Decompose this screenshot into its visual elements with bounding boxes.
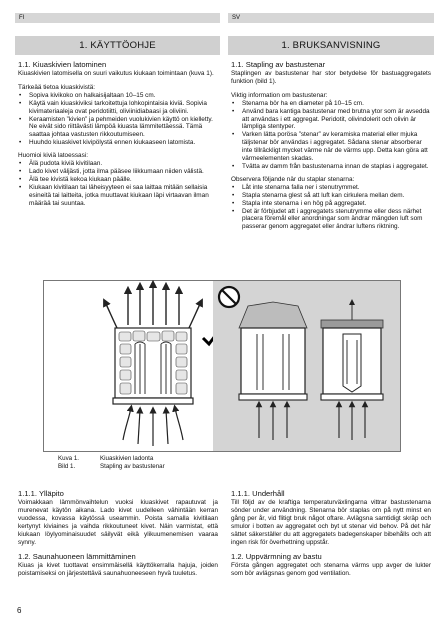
list-item: • Tvätta av damm från bastustenarna innan de staplas i aggregatet.	[231, 163, 431, 171]
list-item: • Stapla stenarna glest så att luft kan cirkulera mellan dem.	[231, 192, 431, 200]
list-item: • Keraamisten ”kivien” ja pehmeiden vuolukivien käyttö on kielletty. Ne eivät sido riittävästi lämpöä kiuasta lämmitettäessä. Tämä saattaa johtaa vastusten rikkoutumiseen.	[18, 116, 218, 140]
sv-heading-maintenance: 1.1.1. Underhåll	[231, 489, 285, 498]
sv-important-title: Viktig information om bastustenar:	[231, 91, 328, 99]
caption-text: Kiuaskivien ladonta	[100, 455, 154, 462]
list-item: • Stapla inte stenarna i en hög på aggregatet.	[231, 200, 431, 208]
fi-heading-maintenance: 1.1.1. Ylläpito	[18, 489, 64, 498]
list-item: • Stenarna bör ha en diameter på 10–15 cm.	[231, 100, 431, 108]
fi-heading-stone-stacking: 1.1. Kiuaskivien latominen	[18, 60, 107, 69]
fi-column-upper	[18, 60, 218, 213]
list-item: • Älä pudota kiviä kivitilaan.	[18, 160, 218, 168]
sv-maintenance-paragraph: Till följd av de kraftiga temperaturväxlingarna vittrar bastustenarna sönder under användning. Stenarna bör staplas om på nytt minst en gång per år, vid flitigt bruk något oftare. Avlägsna samtidigt skräp och smulor i botten av aggregatet och byt ut stenar vid behov. På det här sättet säkerställer du att aggregatets badegenskaper bibehålls och att ingen risk för överhettning uppstår.	[231, 499, 431, 546]
figure-caption	[58, 455, 165, 470]
sv-heating-paragraph: Första gången aggregatet och stenarna värms upp avger de lukter som bör avlägsnas genom god ventilation.	[231, 562, 431, 578]
fi-note-list	[18, 160, 218, 207]
sv-column-lower	[231, 489, 431, 584]
list-item: • Lado kivet väljästi, jotta ilma pääsee liikkumaan niiden välistä.	[18, 168, 218, 176]
caption-key: Bild 1.	[58, 462, 76, 470]
incorrect-stacking-drawing	[213, 281, 400, 451]
list-item: • Sopiva kivikoko on halkaisijaltaan 10–15 cm.	[18, 92, 218, 100]
sv-note-list	[231, 184, 431, 231]
fi-note-title: Huomioi kiviä latoessasi:	[18, 152, 88, 160]
sv-heading-heating: 1.2. Uppvärmning av bastu	[231, 552, 322, 562]
list-item: • Låt inte stenarna falla ner i stenutrymmet.	[231, 184, 431, 192]
correct-stacking-drawing	[105, 284, 221, 446]
page-number: 6	[17, 606, 22, 615]
caption-row	[58, 463, 165, 471]
fi-intro-paragraph: Kiuaskivien latomisella on suuri vaikutus kiukaan toimintaan (kuva 1).	[18, 70, 214, 77]
sv-important-list	[231, 100, 431, 171]
sv-column-upper	[231, 60, 431, 236]
prohibited-sign-icon	[219, 287, 239, 307]
list-item: • Kiukaan kivitilaan tai läheisyyteen ei saa laittaa mitään sellaisia esineitä tai laitteita, jotka muuttavat kiukaan läpi virtaavan ilman määrää tai suuntaa.	[18, 184, 218, 208]
caption-text: Stapling av bastustenar	[100, 462, 165, 470]
fi-important-title: Tärkeää tietoa kiuaskivistä:	[18, 83, 96, 91]
list-item: • Använd bara kantiga bastustenar med brutna ytor som är avsedda att användas i ett aggregat. Peridotit, olivindolerit och olivin är lämpliga stentyper.	[231, 108, 431, 132]
caption-row	[58, 455, 165, 463]
fi-maintenance-paragraph: Voimakkaan lämmönvaihtelun vuoksi kiuaskivet rapautuvat ja murenevat käytön aikana. Lado kivet uudelleen vähintään kerran vuodessa, kovassa käytössä useammin. Poista samalla kivitilaan kertynyt kiviaines ja vaihda rikkoutuneet kivet. Näin varmistat, että kiukaan löylyominaisuudet säilyvät eikä ylikuumenemisen vaaraa synny.	[18, 499, 218, 546]
list-item: • Käytä vain kiuaskiviksi tarkoitettuja lohkopintaisia kiviä. Sopivia kivimateriaaleja ovat peridotiitti, oliviinidiabaasi ja oliviini.	[18, 100, 218, 116]
sv-intro-paragraph: Staplingen av bastustenar har stor betydelse för bastuaggregatets funktion (bild 1).	[231, 70, 431, 85]
fi-heading-heating: 1.2. Saunahuoneen lämmittäminen	[18, 552, 136, 562]
fi-heating-paragraph: Kiuas ja kivet tuottavat ensimmäisellä käyttökerralla hajuja, joiden poistamiseksi on järjestettävä saunahuoneeseen hyvä tuuletus.	[18, 562, 218, 578]
stone-stacking-figure	[43, 280, 401, 452]
caption-key: Kuva 1.	[58, 455, 79, 462]
list-item: • Det är förbjudet att i aggregatets stenutrymme eller dess närhet placera föremål eller anordningar som ändrar mängden luft som passerar genom aggregatet eller ändrar luftens riktning.	[231, 208, 431, 232]
list-item: • Huuhdo kiuaskivet kivipölystä ennen kiukaaseen latomista.	[18, 139, 218, 147]
language-tab-fi: FI	[15, 13, 220, 23]
language-tab-sv: SV	[228, 13, 434, 23]
list-item: • Varken lätta porösa ”stenar” av keramiska material eller mjuka täljstenar bör användas i aggregatet. Sådana stenar absorberar inte tillräckligt mycket värme när de värms upp. Detta kan göra att värmeelementen skadas.	[231, 131, 431, 163]
sv-heading-stone-stacking: 1.1. Stapling av bastustenar	[231, 60, 326, 69]
fi-important-list	[18, 92, 218, 147]
fi-column-lower	[18, 489, 218, 584]
sv-note-title: Observera följande när du staplar stenarna:	[231, 175, 355, 183]
list-item: • Älä tee kivistä kekoa kiukaan päälle.	[18, 176, 218, 184]
section-title-fi: 1. KÄYTTÖOHJE	[15, 36, 220, 55]
section-title-sv: 1. BRUKSANVISNING	[228, 36, 434, 55]
